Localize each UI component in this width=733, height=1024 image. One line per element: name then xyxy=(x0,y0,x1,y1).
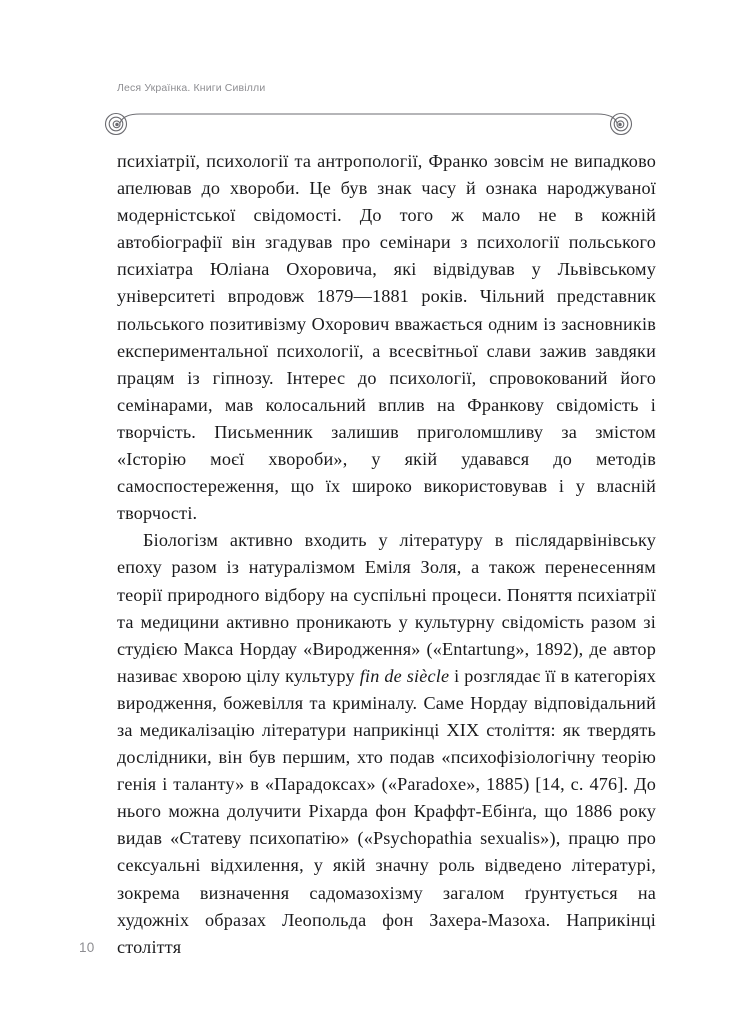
paragraph-2: Біологізм активно входить у літературу в післядарвінівську епоху разом із натуралізмом Еміля Золя, а також перенесенням теорії природного відбору на суспільні процеси. Поняття психіатрії та медицини активно проникають у культурну свідомість разом зі студією Макса Нордау «Виродження» («Entartung», 1892), де автор називає хворою цілу культуру fin de siècle і розглядає її в категоріях виродження, божевілля та криміналу. Саме Нордау відповідальний за медикалізацію літератури наприкінці XIX століття: як твердять дослідники, він був першим, хто подав «психофізіологічну теорію генія і таланту» в «Парадоксах» («Paradoxe», 1885) [14, с. 476]. До нього можна долучити Ріхарда фон Краффт-Ебінґа, що 1886 року видав «Статеву психопатію» («Psychopathia sexualis»), працю про сексуальні відхилення, у якій значну роль відведено літературі, зокрема визначення садомазохізму загалом ґрунтується на художніх образах Леопольда фон Захера-Мазоха. Наприкінці століття xyxy=(117,530,656,957)
paragraph-1: психіатрії, психології та антропології, Франко зовсім не випадково апелював до хвороби. Це був знак часу й ознака народжуваної модерністської свідомості. До того ж мало не в кожній автобіографії він згадував про семінари з психології польського психіатра Юліана Охоровича, які відвідував у Львівському університеті впродовж 1879—1881 років. Чільний представник польського позитивізму Охорович вважається одним із засновників експериментальної психології, а всесвітньої слави зажив завдяки працям із гіпнозу. Інтерес до психології, спровокований його семінарами, мав колосальний вплив на Франкову свідомість і творчість. Письменник залишив приголомшливу за змістом «Історію моєї хвороби», у якій удавався до методів самоспостереження, що їх широко використовував і у власній творчості. xyxy=(117,151,656,524)
italic-phrase: fin de siècle xyxy=(359,665,450,686)
spiral-ornament-right-icon xyxy=(611,114,632,135)
running-head: Леся Українка. Книги Сивілли xyxy=(117,82,266,94)
header-ornamental-rule xyxy=(96,105,641,137)
spiral-ornament-left-icon xyxy=(106,114,127,135)
page-number: 10 xyxy=(79,940,95,955)
body-text-block xyxy=(117,148,656,961)
